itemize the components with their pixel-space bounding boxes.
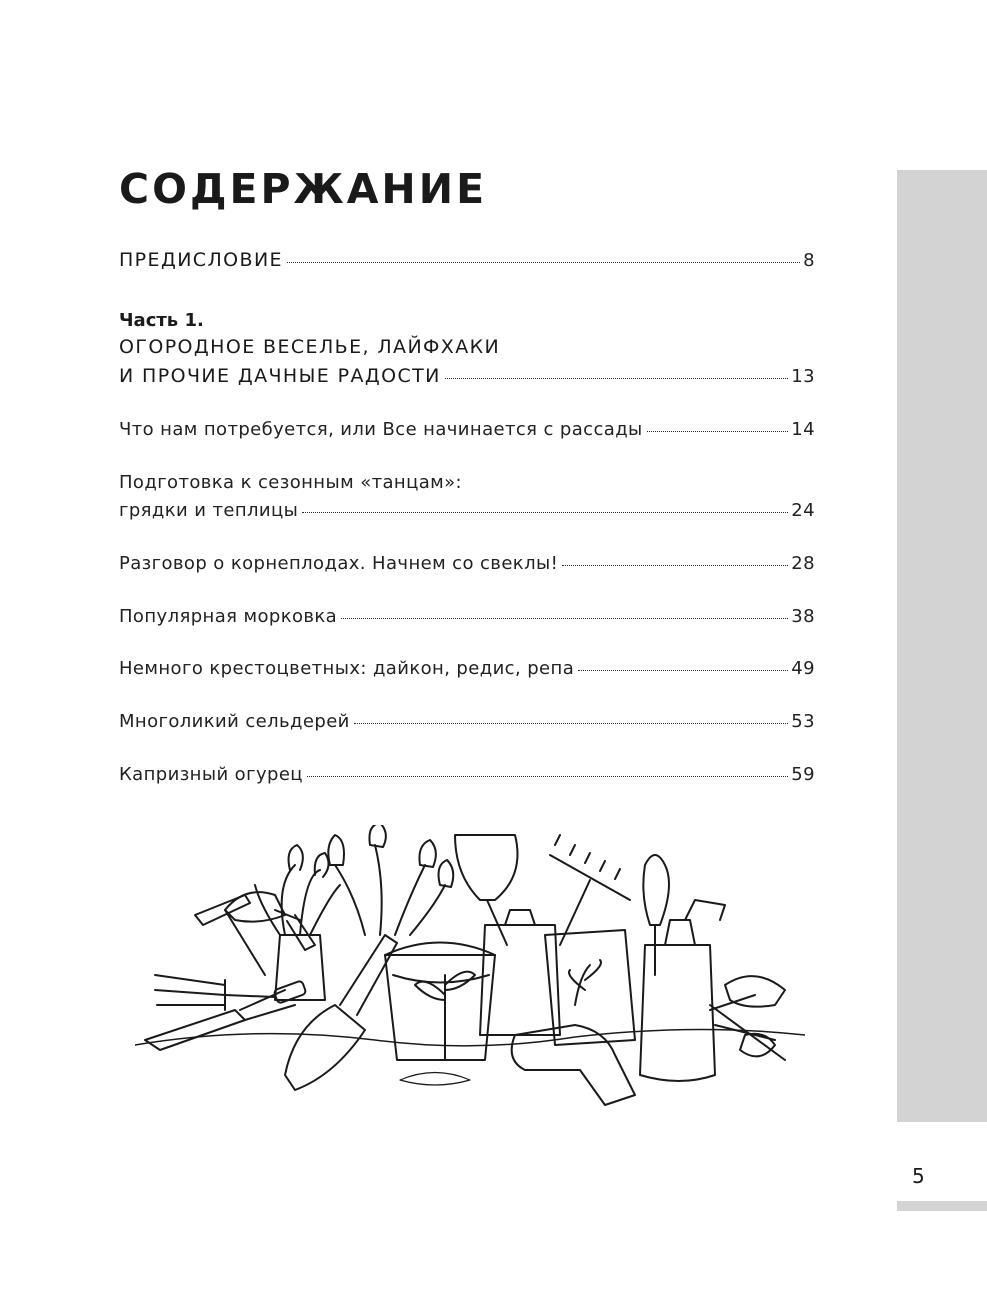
toc-entry-chapter[interactable] — [119, 553, 815, 574]
toc-entry-preface[interactable] — [119, 249, 815, 271]
toc-entry-page: 28 — [791, 553, 815, 574]
toc-entry-page: 53 — [791, 711, 815, 732]
toc-entry-label: Что нам потребуется, или Все начинается с рассады — [119, 419, 643, 440]
toc-entry-chapter[interactable] — [119, 658, 815, 679]
toc-entry-page: 13 — [791, 366, 815, 387]
toc-entry-chapter[interactable] — [119, 764, 815, 785]
dot-leader — [302, 512, 788, 513]
toc-entry-label: И ПРОЧИЕ ДАЧНЫЕ РАДОСТИ — [119, 365, 441, 387]
dot-leader — [307, 776, 788, 777]
dot-leader — [445, 378, 789, 379]
toc-entry-label-line1: Подготовка к сезонным «танцам»: — [119, 472, 463, 493]
toc-entry-label: Капризный огурец — [119, 764, 303, 785]
toc-entry-page: 38 — [791, 606, 815, 627]
dot-leader — [578, 670, 788, 671]
toc-entry-chapter[interactable] — [119, 711, 815, 732]
toc-entry-label: грядки и теплицы — [119, 500, 299, 521]
dot-leader — [647, 431, 789, 432]
toc-entry-page: 24 — [791, 500, 815, 521]
toc-entry-page: 8 — [803, 250, 815, 271]
garden-tools-illustration — [135, 825, 805, 1125]
page-title: СОДЕРЖАНИЕ — [119, 165, 488, 213]
toc-entry-page: 14 — [791, 419, 815, 440]
dot-leader — [354, 723, 789, 724]
toc-entry-label: Популярная морковка — [119, 606, 338, 627]
dot-leader — [287, 262, 800, 263]
toc-entry-chapter[interactable] — [119, 500, 815, 521]
toc-entry-label: ПРЕДИСЛОВИЕ — [119, 249, 283, 271]
toc-entry-page: 49 — [791, 658, 815, 679]
toc-entry-chapter[interactable] — [119, 419, 815, 440]
dot-leader — [341, 618, 788, 619]
toc-entry-label: Многоликий сельдерей — [119, 711, 350, 732]
toc-entry-label: Разговор о корнеплодах. Начнем со свеклы! — [119, 553, 559, 574]
page-number: 5 — [912, 1164, 925, 1188]
side-tab — [897, 170, 987, 1122]
toc-entry-chapter[interactable] — [119, 606, 815, 627]
page-number-bar — [897, 1201, 987, 1211]
toc-entry-label: Немного крестоцветных: дайкон, редис, репа — [119, 658, 575, 679]
dot-leader — [562, 565, 788, 566]
toc-entry-part1[interactable] — [119, 365, 815, 387]
toc-entry-page: 59 — [791, 764, 815, 785]
part-title-line1: ОГОРОДНОЕ ВЕСЕЛЬЕ, ЛАЙФХАКИ — [119, 336, 501, 358]
part-number: Часть 1. — [119, 310, 204, 331]
